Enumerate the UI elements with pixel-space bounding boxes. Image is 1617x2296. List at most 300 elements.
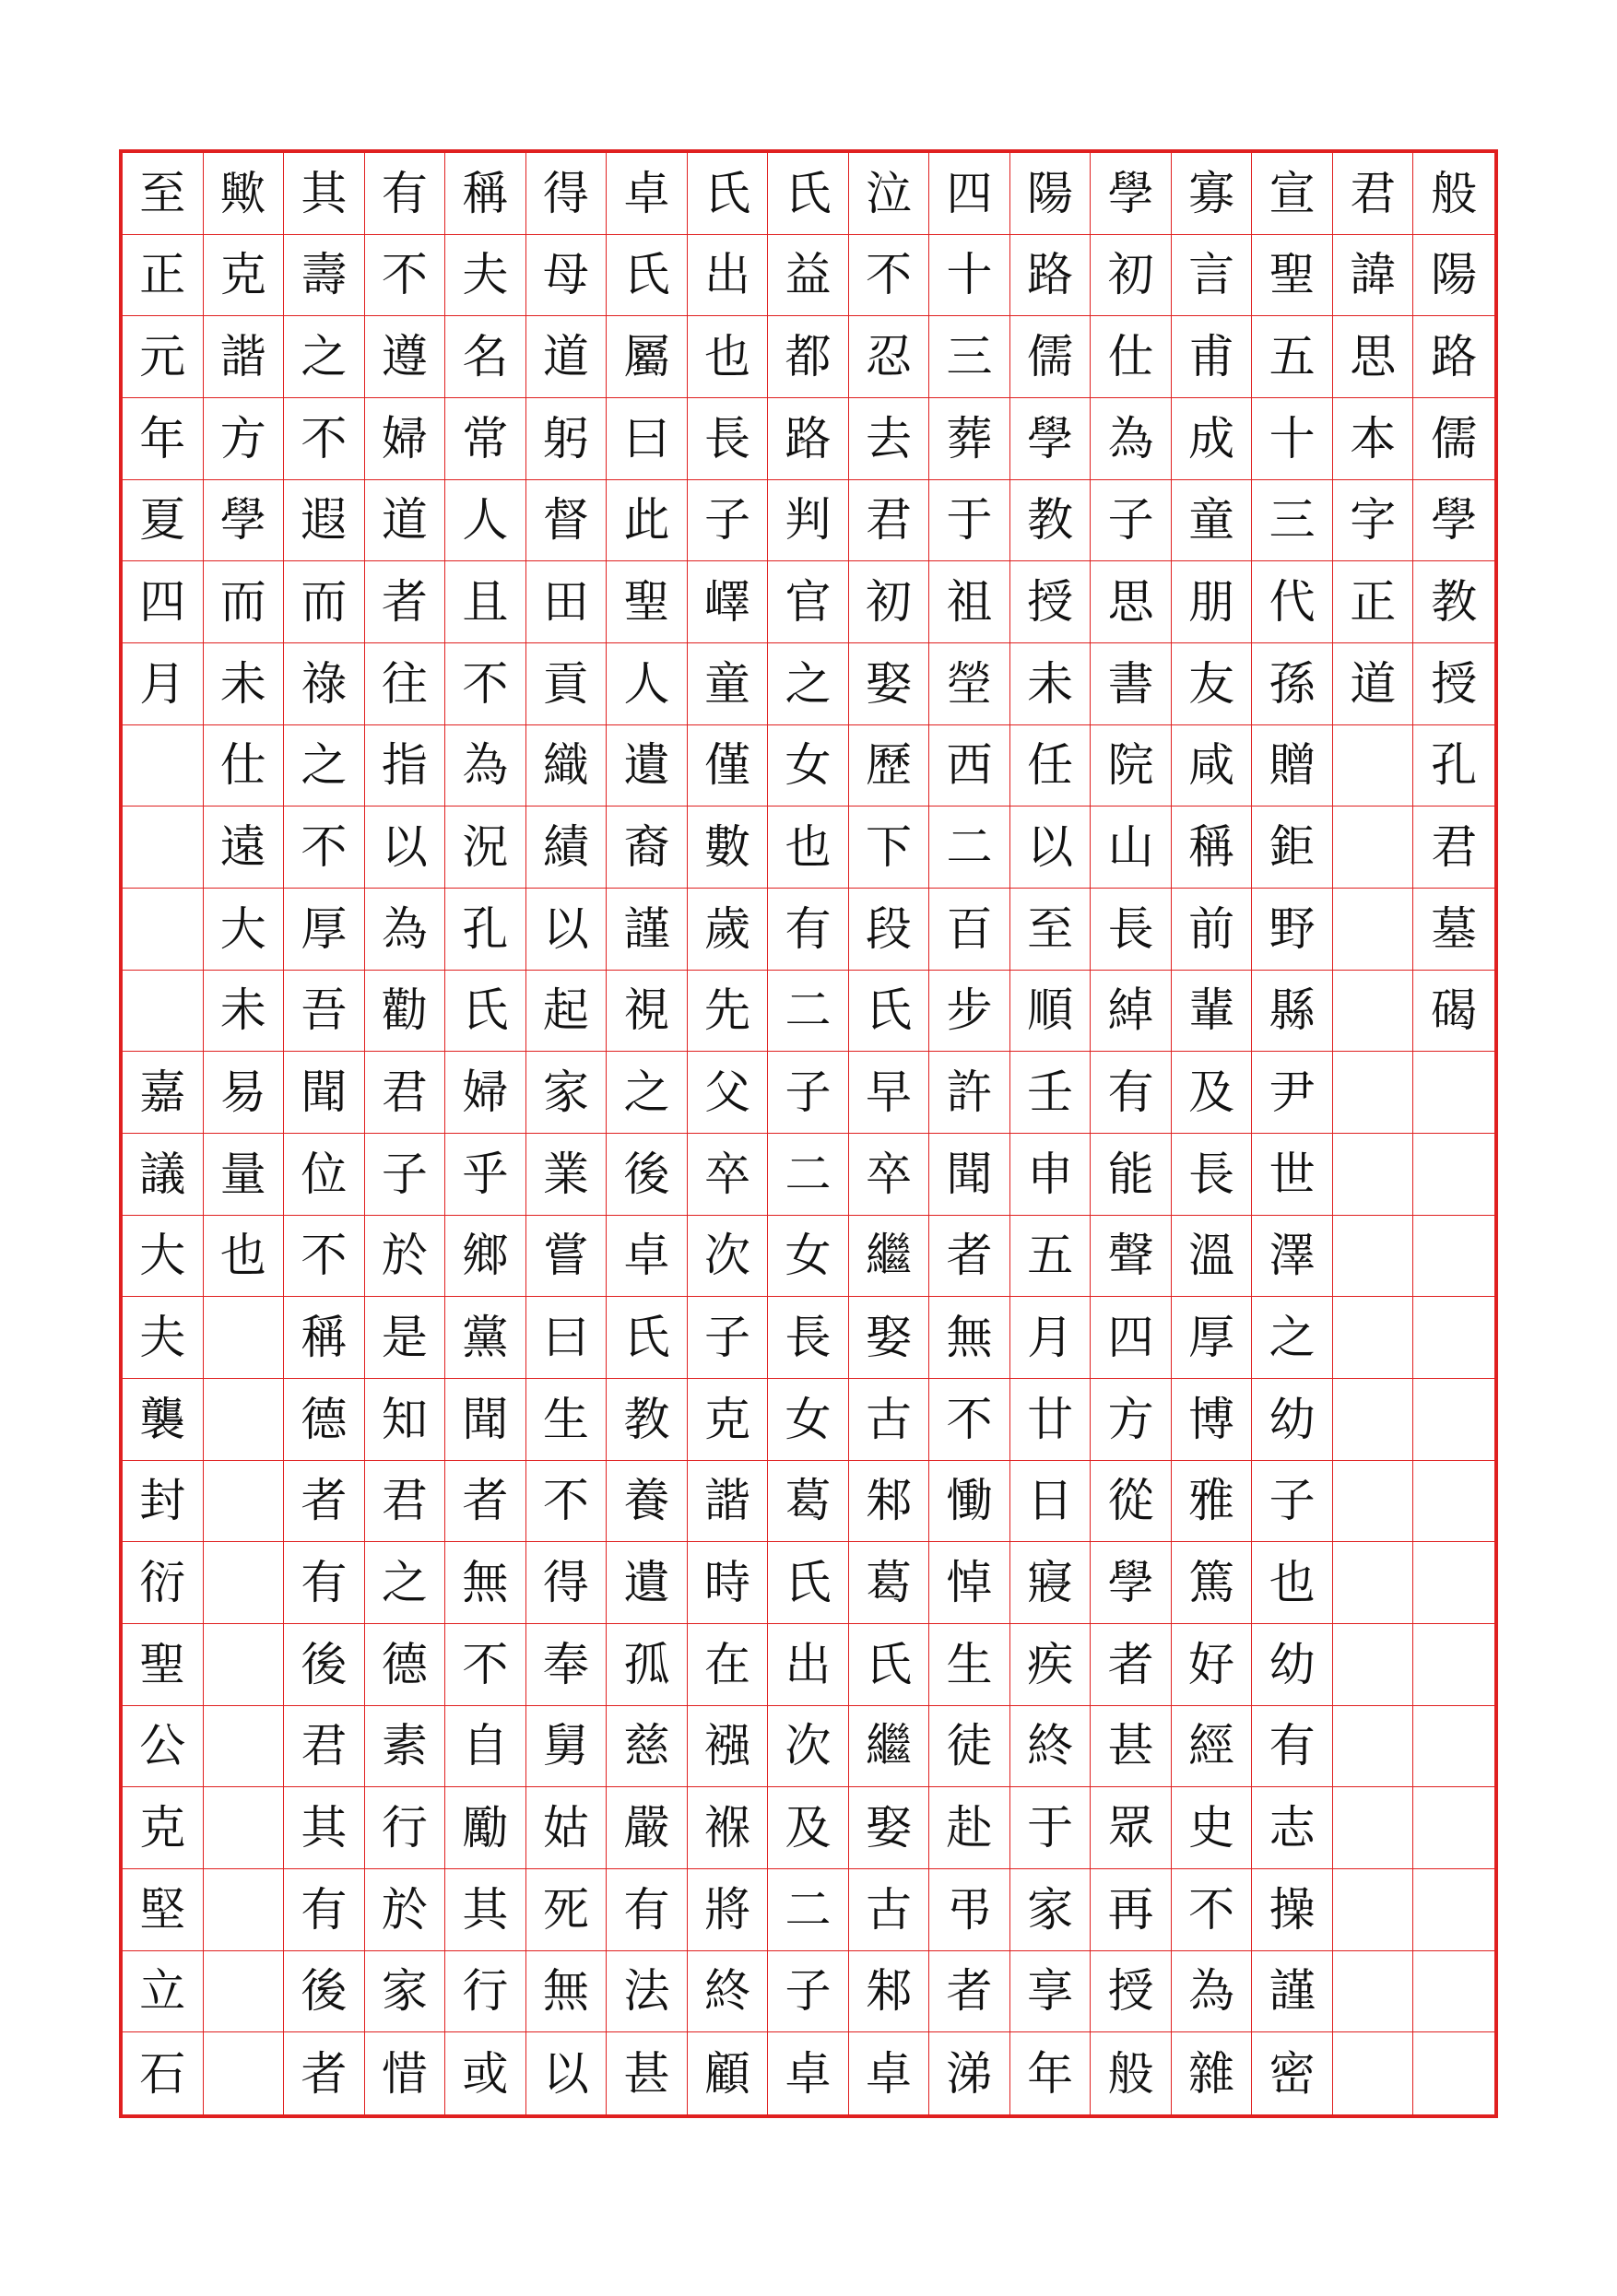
character-cell: 勵: [445, 1787, 526, 1869]
character-cell: 四: [123, 561, 204, 643]
character-cell: 歷: [849, 725, 930, 807]
character-cell: 氏: [607, 235, 688, 317]
character-cell: 月: [1010, 1297, 1092, 1379]
character-cell: 女: [768, 1379, 849, 1461]
character-cell: 黨: [445, 1297, 526, 1379]
character-cell: 時: [688, 1542, 769, 1624]
character-cell: 壬: [1010, 1052, 1092, 1134]
character-cell: 德: [284, 1379, 365, 1461]
character-cell: 田: [526, 561, 608, 643]
character-cell: 於: [365, 1216, 446, 1298]
character-cell: 至: [123, 153, 204, 235]
character-cell: 者: [365, 561, 446, 643]
character-cell: 僅: [688, 725, 769, 807]
character-cell: 卒: [688, 1134, 769, 1216]
character-cell: [1333, 2032, 1414, 2114]
character-cell: 授: [1091, 1951, 1172, 2033]
character-cell: 聖: [1252, 235, 1333, 317]
character-cell: 者: [445, 1461, 526, 1543]
character-cell: 弔: [929, 1869, 1010, 1951]
character-cell: 起: [526, 971, 608, 1053]
character-cell: 諱: [1333, 235, 1414, 317]
character-cell: 視: [607, 971, 688, 1053]
character-cell: 行: [445, 1951, 526, 2033]
character-cell: 邾: [849, 1951, 930, 2033]
character-cell: 輩: [1172, 971, 1253, 1053]
character-cell: 赴: [929, 1787, 1010, 1869]
character-cell: 有: [284, 1542, 365, 1624]
character-cell: 氏: [849, 1624, 930, 1706]
character-cell: 陽: [1413, 235, 1494, 317]
character-cell: 且: [445, 561, 526, 643]
character-cell: [204, 1787, 285, 1869]
character-cell: 陽: [1010, 153, 1092, 235]
character-cell: 初: [1091, 235, 1172, 317]
character-cell: 也: [768, 807, 849, 889]
character-cell: 子: [768, 1951, 849, 2033]
character-cell: 不: [849, 235, 930, 317]
character-cell: 聞: [284, 1052, 365, 1134]
character-cell: 卓: [607, 1216, 688, 1298]
character-cell: 歲: [688, 889, 769, 971]
character-cell: 歟: [204, 153, 285, 235]
character-cell: [204, 1951, 285, 2033]
character-cell: 謹: [1252, 1951, 1333, 2033]
character-cell: 以: [1010, 807, 1092, 889]
character-cell: 般: [1413, 153, 1494, 235]
character-cell: [123, 807, 204, 889]
character-cell: 業: [526, 1134, 608, 1216]
character-cell: 野: [1252, 889, 1333, 971]
character-cell: 為: [1091, 398, 1172, 480]
character-cell: 五: [1010, 1216, 1092, 1298]
character-cell: [1333, 1297, 1414, 1379]
character-cell: 早: [849, 1052, 930, 1134]
character-cell: 將: [688, 1869, 769, 1951]
character-cell: 立: [123, 1951, 204, 2033]
character-cell: [1333, 1869, 1414, 1951]
character-cell: [204, 1297, 285, 1379]
character-cell: 婦: [365, 398, 446, 480]
character-cell: 山: [1091, 807, 1172, 889]
character-cell: 四: [1091, 1297, 1172, 1379]
character-cell: 子: [688, 1297, 769, 1379]
character-cell: 聖: [607, 561, 688, 643]
character-cell: 代: [1252, 561, 1333, 643]
character-cell: 也: [1252, 1542, 1333, 1624]
character-cell: 孔: [1413, 725, 1494, 807]
character-cell: 祖: [929, 561, 1010, 643]
character-cell: 教: [1010, 480, 1092, 562]
character-cell: 次: [688, 1216, 769, 1298]
character-cell: 雅: [1172, 1461, 1253, 1543]
character-cell: [1333, 1379, 1414, 1461]
character-cell: 壽: [284, 235, 365, 317]
character-cell: 不: [526, 1461, 608, 1543]
character-cell: [123, 889, 204, 971]
character-cell: 稱: [445, 153, 526, 235]
character-cell: 遺: [607, 725, 688, 807]
character-cell: 得: [526, 153, 608, 235]
character-cell: 路: [1413, 316, 1494, 398]
character-cell: 方: [1091, 1379, 1172, 1461]
character-cell: 女: [768, 725, 849, 807]
character-cell: 溫: [1172, 1216, 1253, 1298]
character-cell: 二: [768, 971, 849, 1053]
character-cell: 者: [284, 2032, 365, 2114]
character-cell: 顧: [688, 2032, 769, 2114]
character-cell: 不: [284, 807, 365, 889]
character-cell: 甫: [1172, 316, 1253, 398]
character-cell: 聖: [123, 1624, 204, 1706]
character-cell: 綽: [1091, 971, 1172, 1053]
character-cell: 甚: [1091, 1706, 1172, 1788]
character-cell: 子: [688, 480, 769, 562]
character-cell: 道: [365, 480, 446, 562]
character-cell: 博: [1172, 1379, 1253, 1461]
character-cell: 石: [123, 2032, 204, 2114]
character-cell: 儒: [1413, 398, 1494, 480]
character-cell: 不: [445, 1624, 526, 1706]
character-cell: 往: [365, 643, 446, 725]
character-cell: 本: [1333, 398, 1414, 480]
character-cell: 儒: [1010, 316, 1092, 398]
character-cell: [1413, 1134, 1494, 1216]
character-cell: 稱: [284, 1297, 365, 1379]
character-cell: [1413, 1379, 1494, 1461]
character-cell: 碣: [1413, 971, 1494, 1053]
character-cell: 幼: [1252, 1379, 1333, 1461]
character-cell: 人: [445, 480, 526, 562]
character-cell: 操: [1252, 1869, 1333, 1951]
character-cell: 教: [607, 1379, 688, 1461]
character-cell: 嘗: [526, 1216, 608, 1298]
character-cell: 般: [1091, 2032, 1172, 2114]
character-cell: 衍: [123, 1542, 204, 1624]
character-cell: 其: [284, 1787, 365, 1869]
character-cell: [1333, 971, 1414, 1053]
character-cell: 者: [284, 1461, 365, 1543]
character-cell: 不: [445, 643, 526, 725]
character-cell: 孫: [1252, 643, 1333, 725]
character-cell: 日: [1010, 1461, 1092, 1543]
character-cell: 密: [1252, 2032, 1333, 2114]
character-cell: [204, 1461, 285, 1543]
character-cell: 貢: [526, 643, 608, 725]
character-cell: 嚴: [607, 1787, 688, 1869]
character-cell: 及: [1172, 1052, 1253, 1134]
character-cell: 君: [1333, 153, 1414, 235]
character-cell: 申: [1010, 1134, 1092, 1216]
character-cell: 之: [1252, 1297, 1333, 1379]
character-cell: 享: [1010, 1951, 1092, 2033]
character-cell: 屬: [607, 316, 688, 398]
character-cell: 至: [1010, 889, 1092, 971]
character-cell: 卓: [607, 153, 688, 235]
character-cell: 克: [688, 1379, 769, 1461]
character-cell: [123, 725, 204, 807]
character-cell: 不: [1172, 1869, 1253, 1951]
character-cell: 後: [607, 1134, 688, 1216]
character-cell: 於: [365, 1869, 446, 1951]
character-cell: 子: [1091, 480, 1172, 562]
character-cell: 于: [1010, 1787, 1092, 1869]
character-cell: 指: [365, 725, 446, 807]
character-cell: 祿: [284, 643, 365, 725]
character-cell: 書: [1091, 643, 1172, 725]
character-cell: 君: [284, 1706, 365, 1788]
character-cell: 十: [1252, 398, 1333, 480]
character-cell: 初: [849, 561, 930, 643]
character-cell: 氏: [607, 1297, 688, 1379]
character-cell: [1333, 1216, 1414, 1298]
character-cell: 或: [445, 2032, 526, 2114]
character-cell: [1413, 1542, 1494, 1624]
character-cell: 仕: [1091, 316, 1172, 398]
character-cell: 益: [768, 235, 849, 317]
character-cell: 遐: [284, 480, 365, 562]
character-cell: 雜: [1172, 2032, 1253, 2114]
character-cell: 有: [284, 1869, 365, 1951]
character-cell: 封: [123, 1461, 204, 1543]
character-cell: 仕: [204, 725, 285, 807]
character-cell: 君: [849, 480, 930, 562]
character-cell: 母: [526, 235, 608, 317]
character-cell: 方: [204, 398, 285, 480]
character-cell: 褓: [688, 1787, 769, 1869]
character-cell: 尹: [1252, 1052, 1333, 1134]
character-cell: 君: [1413, 807, 1494, 889]
character-cell: 素: [365, 1706, 446, 1788]
character-cell: [1333, 1134, 1414, 1216]
character-cell: 判: [768, 480, 849, 562]
character-cell: 涕: [929, 2032, 1010, 2114]
character-cell: 學: [1413, 480, 1494, 562]
character-cell: 遵: [365, 316, 446, 398]
character-cell: 三: [929, 316, 1010, 398]
character-cell: 易: [204, 1052, 285, 1134]
character-cell: 厚: [284, 889, 365, 971]
character-cell: 卓: [768, 2032, 849, 2114]
character-cell: [1413, 1624, 1494, 1706]
character-cell: 眾: [1091, 1787, 1172, 1869]
character-cell: 以: [365, 807, 446, 889]
character-cell: 孤: [607, 1624, 688, 1706]
character-cell: 宣: [1252, 153, 1333, 235]
character-cell: 稱: [1172, 807, 1253, 889]
character-cell: 志: [1252, 1787, 1333, 1869]
character-cell: 幼: [1252, 1624, 1333, 1706]
character-cell: 終: [688, 1951, 769, 2033]
character-cell: 朋: [1172, 561, 1253, 643]
character-cell: 也: [688, 316, 769, 398]
character-cell: 古: [849, 1379, 930, 1461]
character-cell: 嘉: [123, 1052, 204, 1134]
character-cell: 葛: [768, 1461, 849, 1543]
character-cell: 法: [607, 1951, 688, 2033]
character-cell: 二: [768, 1134, 849, 1216]
character-cell: 史: [1172, 1787, 1253, 1869]
character-cell: 再: [1091, 1869, 1172, 1951]
character-cell: 位: [284, 1134, 365, 1216]
character-cell: 此: [607, 480, 688, 562]
character-cell: 卒: [849, 1134, 930, 1216]
character-cell: 寡: [1172, 153, 1253, 235]
character-cell: 其: [445, 1869, 526, 1951]
character-cell: 四: [929, 153, 1010, 235]
character-cell: [1333, 1461, 1414, 1543]
character-cell: 有: [365, 153, 446, 235]
character-cell: 道: [526, 316, 608, 398]
character-cell: 績: [526, 807, 608, 889]
character-cell: 學: [204, 480, 285, 562]
character-cell: 不: [284, 398, 365, 480]
character-cell: 家: [365, 1951, 446, 2033]
character-cell: 名: [445, 316, 526, 398]
character-cell: [1333, 1624, 1414, 1706]
character-cell: 躬: [526, 398, 608, 480]
character-cell: 養: [607, 1461, 688, 1543]
character-cell: 咸: [1172, 725, 1253, 807]
character-cell: 能: [1091, 1134, 1172, 1216]
character-cell: 家: [1010, 1869, 1092, 1951]
character-cell: [1333, 807, 1414, 889]
character-cell: 路: [768, 398, 849, 480]
character-cell: 為: [365, 889, 446, 971]
character-cell: 氏: [768, 153, 849, 235]
character-cell: 勸: [365, 971, 446, 1053]
character-cell: [1413, 1787, 1494, 1869]
character-cell: 奉: [526, 1624, 608, 1706]
character-cell: [1333, 1787, 1414, 1869]
character-cell: 氏: [768, 1542, 849, 1624]
character-cell: 父: [688, 1052, 769, 1134]
character-cell: 大: [123, 1216, 204, 1298]
character-cell: 君: [365, 1052, 446, 1134]
character-cell: 而: [284, 561, 365, 643]
character-cell: 未: [1010, 643, 1092, 725]
character-cell: 許: [929, 1052, 1010, 1134]
character-cell: 墓: [1413, 889, 1494, 971]
character-cell: [1413, 1297, 1494, 1379]
character-cell: [204, 2032, 285, 2114]
character-cell: 卓: [849, 2032, 930, 2114]
manuscript-grid: [119, 149, 1498, 2118]
character-cell: 友: [1172, 643, 1253, 725]
character-cell: 姑: [526, 1787, 608, 1869]
character-cell: [1413, 1216, 1494, 1298]
character-cell: 裔: [607, 807, 688, 889]
character-cell: 德: [365, 1624, 446, 1706]
character-cell: 年: [1010, 2032, 1092, 2114]
character-cell: 長: [1172, 1134, 1253, 1216]
character-cell: 都: [768, 316, 849, 398]
character-cell: 得: [526, 1542, 608, 1624]
character-cell: 子: [1252, 1461, 1333, 1543]
character-cell: 之: [284, 316, 365, 398]
character-cell: 娶: [849, 1787, 930, 1869]
character-cell: 去: [849, 398, 930, 480]
character-cell: 甚: [607, 2032, 688, 2114]
character-cell: 娶: [849, 1297, 930, 1379]
character-cell: [1413, 2032, 1494, 2114]
character-cell: [1333, 1542, 1414, 1624]
character-cell: 澤: [1252, 1216, 1333, 1298]
character-cell: [1333, 1052, 1414, 1134]
character-cell: 女: [768, 1216, 849, 1298]
character-cell: [204, 1379, 285, 1461]
character-cell: 長: [688, 398, 769, 480]
character-cell: [1333, 889, 1414, 971]
character-cell: 有: [607, 1869, 688, 1951]
character-cell: 鄉: [445, 1216, 526, 1298]
character-cell: 學: [1091, 153, 1172, 235]
character-cell: 段: [849, 889, 930, 971]
character-cell: [204, 1624, 285, 1706]
character-cell: 之: [284, 725, 365, 807]
character-cell: 其: [284, 153, 365, 235]
character-cell: 邾: [849, 1461, 930, 1543]
character-cell: 家: [526, 1052, 608, 1134]
character-cell: 聲: [1091, 1216, 1172, 1298]
character-cell: 二: [768, 1869, 849, 1951]
character-cell: 聞: [929, 1134, 1010, 1216]
character-cell: 葛: [849, 1542, 930, 1624]
character-cell: 生: [526, 1379, 608, 1461]
character-cell: 自: [445, 1706, 526, 1788]
character-cell: 死: [526, 1869, 608, 1951]
character-cell: 步: [929, 971, 1010, 1053]
character-cell: 年: [123, 398, 204, 480]
character-cell: 遺: [607, 1542, 688, 1624]
character-cell: 量: [204, 1134, 285, 1216]
character-cell: 官: [768, 561, 849, 643]
character-cell: 舅: [526, 1706, 608, 1788]
character-cell: 于: [929, 480, 1010, 562]
character-cell: 正: [123, 235, 204, 317]
character-cell: 百: [929, 889, 1010, 971]
character-cell: 下: [849, 807, 930, 889]
character-cell: 長: [768, 1297, 849, 1379]
character-cell: 廿: [1010, 1379, 1092, 1461]
character-cell: 之: [768, 643, 849, 725]
character-cell: 世: [1252, 1134, 1333, 1216]
character-cell: 堅: [123, 1869, 204, 1951]
character-cell: 悼: [929, 1542, 1010, 1624]
character-cell: 西: [929, 725, 1010, 807]
character-cell: 童: [688, 643, 769, 725]
character-cell: 無: [445, 1542, 526, 1624]
character-cell: 路: [1010, 235, 1092, 317]
character-cell: 諧: [688, 1461, 769, 1543]
character-cell: 童: [1172, 480, 1253, 562]
character-cell: 古: [849, 1869, 930, 1951]
character-cell: 為: [1172, 1951, 1253, 2033]
character-cell: 也: [204, 1216, 285, 1298]
character-cell: 五: [1252, 316, 1333, 398]
character-cell: 出: [768, 1624, 849, 1706]
character-cell: [1333, 725, 1414, 807]
character-cell: 以: [526, 2032, 608, 2114]
character-cell: 之: [365, 1542, 446, 1624]
character-cell: 氏: [849, 971, 930, 1053]
character-cell: 言: [1172, 235, 1253, 317]
character-cell: 知: [365, 1379, 446, 1461]
character-cell: 葬: [929, 398, 1010, 480]
character-cell: 襁: [688, 1706, 769, 1788]
character-cell: 長: [1091, 889, 1172, 971]
character-cell: 次: [768, 1706, 849, 1788]
